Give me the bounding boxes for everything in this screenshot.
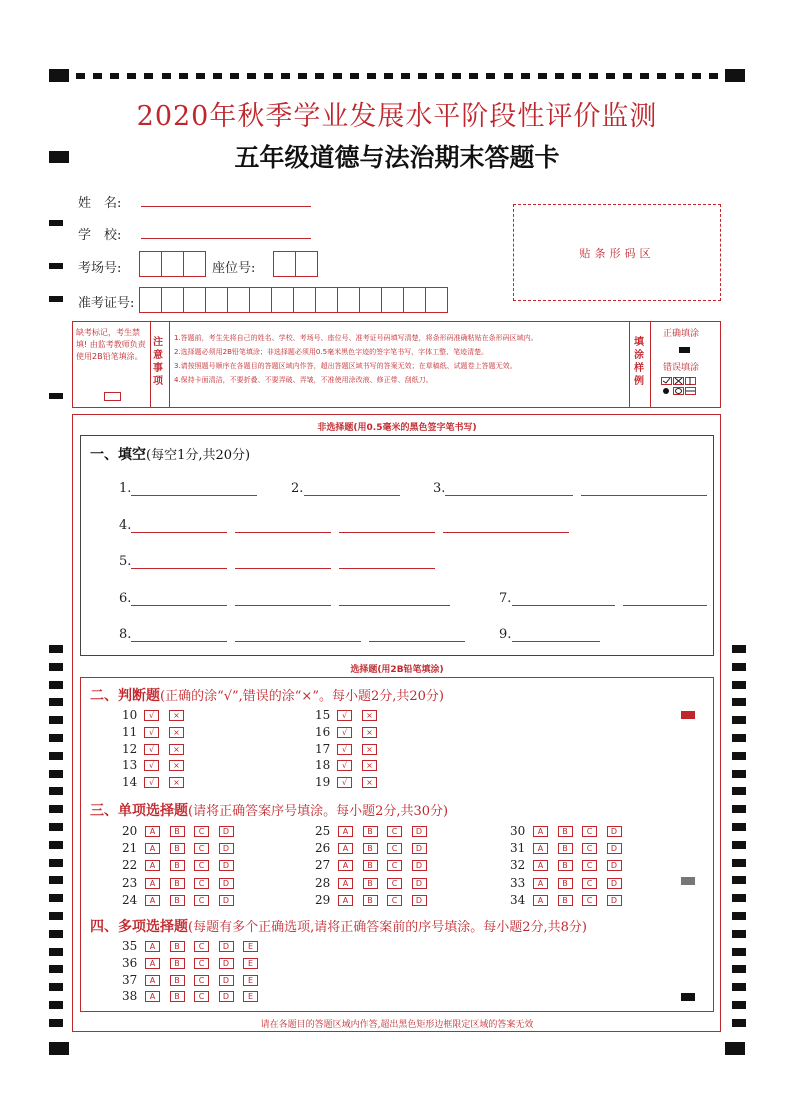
option-bubble[interactable]: B <box>170 826 185 837</box>
question-number: 13 <box>122 758 138 773</box>
option-bubble[interactable]: D <box>607 878 622 889</box>
option-bubble[interactable]: A <box>145 895 160 906</box>
cross-option[interactable]: × <box>169 760 184 771</box>
non-choice-header: 非选择题(用0.5毫米的黑色签字笔书写) <box>317 423 477 433</box>
choice-header: 选择题(用2B铅笔填涂) <box>350 665 444 675</box>
question-number: 20 <box>122 824 138 838</box>
question-number: 26 <box>315 841 331 856</box>
tick-option[interactable]: √ <box>144 744 159 755</box>
option-bubble[interactable]: B <box>558 895 573 906</box>
cross-option[interactable]: × <box>169 744 184 755</box>
exam-room-label: 考场号: <box>78 261 122 276</box>
option-bubble[interactable]: A <box>145 941 160 952</box>
option-bubble[interactable]: C <box>582 895 597 906</box>
option-bubble[interactable]: A <box>533 878 548 889</box>
blank-number: 8. <box>119 627 132 642</box>
tick-option[interactable]: √ <box>337 710 352 721</box>
option-bubble[interactable]: A <box>533 860 548 871</box>
option-bubble[interactable]: C <box>582 843 597 854</box>
option-bubble[interactable]: D <box>219 991 234 1002</box>
option-bubble[interactable]: B <box>170 941 185 952</box>
tick-option[interactable]: √ <box>337 744 352 755</box>
question-number: 15 <box>315 708 331 722</box>
option-bubble[interactable]: D <box>219 843 234 854</box>
tick-option[interactable]: √ <box>337 777 352 788</box>
tick-option[interactable]: √ <box>337 760 352 771</box>
tick-option[interactable]: √ <box>144 777 159 788</box>
option-bubble[interactable]: A <box>145 878 160 889</box>
question-number: 21 <box>122 841 138 856</box>
option-bubble[interactable]: E <box>243 958 258 969</box>
answer-sheet-subtitle: 五年级道德与法治期末答题卡 <box>234 143 560 172</box>
option-bubble[interactable]: C <box>387 878 402 889</box>
question-number: 17 <box>315 741 331 756</box>
question-number: 25 <box>315 824 331 838</box>
cross-option[interactable]: × <box>362 760 377 771</box>
tick-option[interactable]: √ <box>144 710 159 721</box>
option-bubble[interactable]: D <box>607 860 622 871</box>
blank-number: 9. <box>499 627 512 642</box>
cross-option[interactable]: × <box>169 777 184 788</box>
question-number: 28 <box>315 875 331 890</box>
option-bubble[interactable]: C <box>194 826 209 837</box>
option-bubble[interactable]: D <box>607 895 622 906</box>
option-bubble[interactable]: E <box>243 975 258 986</box>
option-bubble[interactable]: C <box>194 878 209 889</box>
option-bubble[interactable]: C <box>387 843 402 854</box>
option-bubble[interactable]: B <box>363 878 378 889</box>
q4-note: (每题有多个正确选项,请将正确答案前的序号填涂。每小题2分,共8分) <box>188 920 587 935</box>
question-number: 22 <box>122 858 138 873</box>
q3-note: (请将正确答案序号填涂。每小题2分,共30分) <box>188 804 449 819</box>
blank-number: 7. <box>499 591 512 606</box>
tick-option[interactable]: √ <box>144 727 159 738</box>
option-bubble[interactable]: A <box>533 895 548 906</box>
option-bubble[interactable]: C <box>194 843 209 854</box>
option-bubble[interactable]: C <box>194 958 209 969</box>
footer-note: 请在各题目的答题区域内作答,超出黑色矩形边框限定区域的答案无效 <box>260 1020 534 1030</box>
question-number: 12 <box>122 741 138 756</box>
name-label: 姓 名: <box>78 196 122 211</box>
option-bubble[interactable]: B <box>558 843 573 854</box>
question-number: 16 <box>315 724 331 739</box>
option-bubble[interactable]: A <box>338 895 353 906</box>
question-number: 24 <box>122 892 138 907</box>
option-bubble[interactable]: A <box>338 878 353 889</box>
blank-number: 1. <box>119 481 132 496</box>
question-number: 11 <box>122 724 138 739</box>
notice-item: 2.选择题必须用2B铅笔填涂；非选择题必须用0.5毫米黑色字迹的签字笔书写，字体工整、笔迹清楚。 <box>174 348 489 356</box>
option-bubble[interactable]: A <box>145 958 160 969</box>
option-bubble[interactable]: B <box>558 878 573 889</box>
option-bubble[interactable]: D <box>412 860 427 871</box>
option-bubble[interactable]: B <box>170 843 185 854</box>
notice-item: 4.保持卡面清洁，不要折叠、不要弄破、弄皱，不准使用涂改液、修正带、刮纸刀。 <box>174 376 433 384</box>
question-number: 32 <box>510 858 526 873</box>
seat-label: 座位号: <box>212 261 256 276</box>
notice-title: 注意事项 <box>153 337 163 387</box>
question-number: 33 <box>510 875 526 890</box>
option-bubble[interactable]: A <box>338 826 353 837</box>
timing-mark <box>681 993 695 1001</box>
option-bubble[interactable]: B <box>170 975 185 986</box>
question-number: 30 <box>510 824 526 838</box>
option-bubble[interactable]: B <box>170 895 185 906</box>
barcode-label: 贴条形码区 <box>579 247 655 260</box>
option-bubble[interactable]: A <box>145 991 160 1002</box>
cross-option[interactable]: × <box>362 710 377 721</box>
option-bubble[interactable]: D <box>219 895 234 906</box>
q2-title-text: 二、判断题 <box>90 688 160 704</box>
sample-title: 填涂样例 <box>634 337 644 387</box>
question-number: 38 <box>122 989 138 1004</box>
option-bubble[interactable]: D <box>607 826 622 837</box>
option-bubble[interactable]: C <box>387 826 402 837</box>
cross-option[interactable]: × <box>169 727 184 738</box>
option-bubble[interactable]: B <box>363 895 378 906</box>
option-bubble[interactable]: C <box>582 860 597 871</box>
option-bubble[interactable]: C <box>194 860 209 871</box>
option-bubble[interactable]: C <box>194 991 209 1002</box>
blank-number: 4. <box>119 518 132 533</box>
option-bubble[interactable]: A <box>145 843 160 854</box>
tick-option[interactable]: √ <box>144 760 159 771</box>
question-number: 37 <box>122 972 138 987</box>
question-number: 36 <box>122 955 138 970</box>
tick-option[interactable]: √ <box>337 727 352 738</box>
option-bubble[interactable]: C <box>387 895 402 906</box>
option-bubble[interactable]: B <box>558 826 573 837</box>
option-bubble[interactable]: D <box>219 941 234 952</box>
option-bubble[interactable]: A <box>338 843 353 854</box>
option-bubble[interactable]: C <box>194 941 209 952</box>
option-bubble[interactable]: B <box>558 860 573 871</box>
cross-option[interactable]: × <box>169 710 184 721</box>
option-bubble[interactable]: B <box>170 860 185 871</box>
q4-title-text: 四、多项选择题 <box>90 919 188 935</box>
absent-note: 缺考标记，考生禁填! 由监考教师负责使用2B铅笔填涂。 <box>76 328 146 361</box>
question-number: 18 <box>315 758 331 773</box>
option-bubble[interactable]: E <box>243 941 258 952</box>
option-bubble[interactable]: C <box>387 860 402 871</box>
option-bubble[interactable]: B <box>170 991 185 1002</box>
option-bubble[interactable]: C <box>582 878 597 889</box>
q1-title-text: 一、填空 <box>90 447 146 463</box>
question-number: 35 <box>122 939 138 953</box>
cross-option[interactable]: × <box>362 744 377 755</box>
option-bubble[interactable]: C <box>194 895 209 906</box>
option-bubble[interactable]: C <box>582 826 597 837</box>
notice-item: 1.答题前，考生先将自己的姓名、学校、考场号、座位号、准考证号码填写清楚，将条形码准确粘贴在条形码区域内。 <box>174 334 538 342</box>
wrong-fill-label: 错误填涂 <box>663 363 700 373</box>
q2-note: (正确的涂“√”,错误的涂“×”。每小题2分,共20分) <box>160 689 444 704</box>
option-bubble[interactable]: A <box>145 860 160 871</box>
option-bubble[interactable]: D <box>219 975 234 986</box>
question-number: 23 <box>122 875 138 890</box>
option-bubble[interactable]: D <box>412 826 427 837</box>
blank-number: 2. <box>291 481 304 496</box>
question-number: 27 <box>315 858 331 873</box>
option-bubble[interactable]: A <box>533 826 548 837</box>
option-bubble[interactable]: E <box>243 991 258 1002</box>
exam-title: 2020年秋季学业发展水平阶段性评价监测 <box>136 101 658 132</box>
notice-item: 3.请按照题号顺序在各题目的答题区域内作答，超出答题区域书写的答案无效；在草稿纸、试题卷上答题无效。 <box>174 362 517 370</box>
option-bubble[interactable]: A <box>145 975 160 986</box>
option-bubble[interactable]: D <box>412 895 427 906</box>
option-bubble[interactable]: D <box>219 878 234 889</box>
question-number: 10 <box>122 708 138 722</box>
option-bubble[interactable]: A <box>338 860 353 871</box>
option-bubble[interactable]: B <box>170 878 185 889</box>
option-bubble[interactable]: A <box>533 843 548 854</box>
admission-label: 准考证号: <box>78 296 135 311</box>
option-bubble[interactable]: C <box>194 975 209 986</box>
option-bubble[interactable]: D <box>412 843 427 854</box>
option-bubble[interactable]: B <box>363 860 378 871</box>
question-number: 19 <box>315 775 331 790</box>
q3-title-text: 三、单项选择题 <box>90 803 188 819</box>
option-bubble[interactable]: B <box>363 826 378 837</box>
option-bubble[interactable]: D <box>219 826 234 837</box>
option-bubble[interactable]: B <box>363 843 378 854</box>
blank-number: 3. <box>433 481 446 496</box>
option-bubble[interactable]: A <box>145 826 160 837</box>
question-number: 29 <box>315 892 331 907</box>
question-number: 34 <box>510 892 526 907</box>
option-bubble[interactable]: D <box>219 958 234 969</box>
option-bubble[interactable]: D <box>607 843 622 854</box>
blank-number: 6. <box>119 591 132 606</box>
question-number: 14 <box>122 775 138 790</box>
question-number: 31 <box>510 841 526 856</box>
school-label: 学 校: <box>78 228 122 243</box>
option-bubble[interactable]: D <box>219 860 234 871</box>
option-bubble[interactable]: D <box>412 878 427 889</box>
cross-option[interactable]: × <box>362 777 377 788</box>
correct-fill-label: 正确填涂 <box>663 329 700 339</box>
q1-note: (每空1分,共20分) <box>146 448 251 463</box>
cross-option[interactable]: × <box>362 727 377 738</box>
option-bubble[interactable]: B <box>170 958 185 969</box>
blank-number: 5. <box>119 554 132 569</box>
